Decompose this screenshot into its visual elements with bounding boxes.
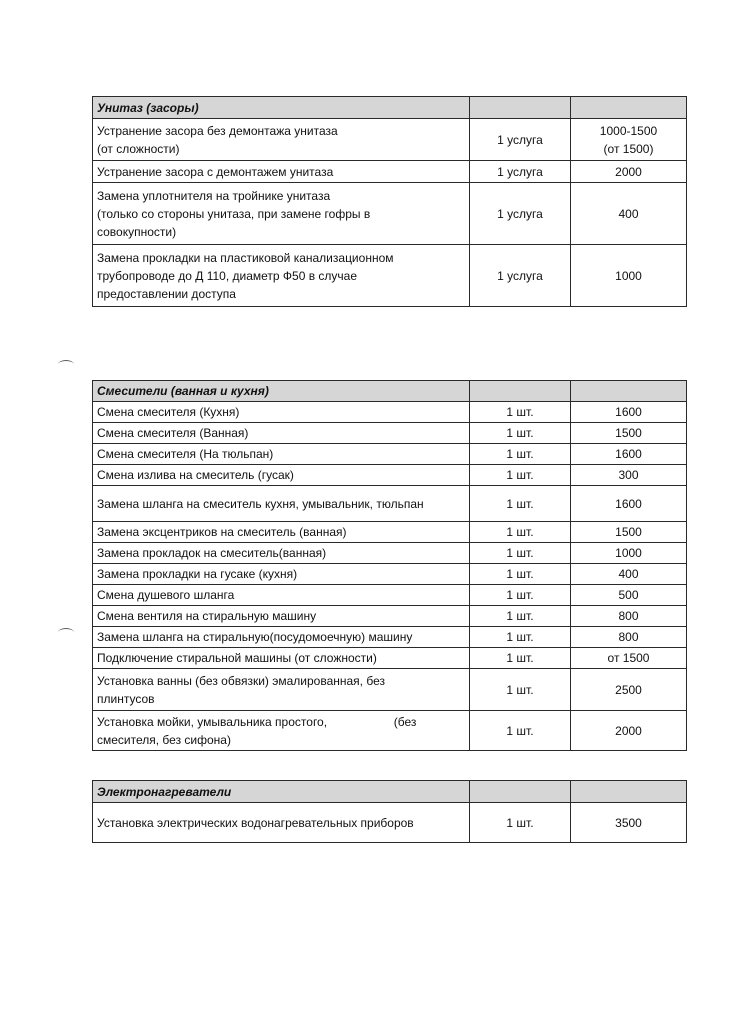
service-unit: 1 шт.: [470, 803, 571, 843]
service-unit: 1 шт.: [470, 423, 571, 444]
table-row: [93, 522, 687, 543]
service-name: Смена душевого шланга: [93, 585, 470, 606]
service-name: Замена прокладки на гусаке (кухня): [93, 564, 470, 585]
service-name: (только со стороны унитаза, при замене гофры в: [97, 206, 371, 221]
service-name: (от сложности): [97, 141, 180, 156]
table-row: [93, 606, 687, 627]
toilet-price-table: [92, 96, 687, 307]
service-name: Смена вентиля на стиральную машину: [93, 606, 470, 627]
service-unit: 1 услуга: [470, 161, 571, 183]
table-row: [93, 803, 687, 843]
service-name: Смена смесителя (На тюльпан): [93, 444, 470, 465]
service-price: 3500: [571, 803, 687, 843]
faucet-price-table: [92, 380, 687, 751]
service-name: Устранение засора с демонтажем унитаза: [93, 161, 470, 183]
table-row: [93, 444, 687, 465]
service-unit: 1 шт.: [470, 669, 571, 711]
service-unit: 1 услуга: [470, 245, 571, 307]
service-unit: 1 шт.: [470, 606, 571, 627]
table-row: [93, 627, 687, 648]
service-price: 1600: [571, 486, 687, 522]
service-unit: 1 шт.: [470, 585, 571, 606]
section-title: Смесители (ванная и кухня): [93, 381, 470, 402]
scan-mark: [58, 628, 74, 637]
table-row: [93, 543, 687, 564]
service-name: Смена излива на смеситель (гусак): [93, 465, 470, 486]
service-name: Замена шланга на стиральную(посудомоечную) машину: [93, 627, 470, 648]
service-name: Устранение засора без демонтажа унитаза: [97, 123, 338, 138]
service-price: 1500: [571, 522, 687, 543]
service-price: 2000: [571, 711, 687, 751]
scan-mark: [58, 360, 74, 369]
service-unit: 1 шт.: [470, 627, 571, 648]
service-price: (от 1500): [603, 141, 654, 156]
service-name: Замена прокладки на пластиковой канализационном: [97, 250, 394, 265]
service-name: Установка электрических водонагревательных приборов: [93, 803, 470, 843]
table-row: [93, 245, 687, 307]
service-name: предоставлении доступа: [97, 286, 236, 301]
service-price: 500: [571, 585, 687, 606]
service-price: 2500: [571, 669, 687, 711]
table-row: [93, 119, 687, 161]
service-price: 800: [571, 627, 687, 648]
service-unit: 1 шт.: [470, 465, 571, 486]
service-price: 400: [571, 564, 687, 585]
service-price: 1600: [571, 402, 687, 423]
service-name: Смена смесителя (Кухня): [93, 402, 470, 423]
service-price: 400: [571, 183, 687, 245]
table-row: [93, 423, 687, 444]
table-row: [93, 183, 687, 245]
service-price: 1000-1500: [599, 123, 658, 138]
table-row: [93, 648, 687, 669]
section-title: Унитаз (засоры): [93, 97, 470, 119]
service-price: 2000: [571, 161, 687, 183]
service-name: смесителя, без сифона): [97, 732, 231, 747]
service-price: 1500: [571, 423, 687, 444]
service-unit: 1 шт.: [470, 486, 571, 522]
table-row: [93, 486, 687, 522]
service-unit: 1 шт.: [470, 543, 571, 564]
service-name: Замена эксцентриков на смеситель (ванная): [93, 522, 470, 543]
table-row: [93, 585, 687, 606]
table-row: [93, 669, 687, 711]
service-unit: 1 услуга: [470, 183, 571, 245]
table-row: [93, 465, 687, 486]
service-price: от 1500: [571, 648, 687, 669]
service-price: 1000: [571, 245, 687, 307]
service-name: Замена шланга на смеситель кухня, умывальник, тюльпан: [93, 486, 470, 522]
service-price: 1600: [571, 444, 687, 465]
service-name: Подключение стиральной машины (от сложности): [93, 648, 470, 669]
service-unit: 1 шт.: [470, 564, 571, 585]
table-row: [93, 564, 687, 585]
service-name: Смена смесителя (Ванная): [93, 423, 470, 444]
service-unit: 1 шт.: [470, 402, 571, 423]
service-unit: 1 шт.: [470, 444, 571, 465]
service-unit: 1 шт.: [470, 522, 571, 543]
service-price: 1000: [571, 543, 687, 564]
service-unit: 1 услуга: [470, 119, 571, 161]
service-name: Установка мойки, умывальника простого, (без: [97, 714, 417, 729]
service-name: плинтусов: [97, 691, 155, 706]
service-unit: 1 шт.: [470, 711, 571, 751]
service-unit: 1 шт.: [470, 648, 571, 669]
service-name: совокупности): [97, 224, 177, 239]
service-name: Замена уплотнителя на тройнике унитаза: [97, 188, 331, 203]
service-name: Замена прокладок на смеситель(ванная): [93, 543, 470, 564]
water-heater-price-table: [92, 780, 687, 843]
service-name: трубопроводе до Д 110, диаметр Ф50 в случае: [97, 268, 358, 283]
table-row: [93, 402, 687, 423]
service-name: Установка ванны (без обвязки) эмалированная, без: [97, 673, 385, 688]
table-row: [93, 711, 687, 751]
service-price: 300: [571, 465, 687, 486]
service-price: 800: [571, 606, 687, 627]
table-row: [93, 161, 687, 183]
section-title: Электронагреватели: [93, 781, 470, 803]
